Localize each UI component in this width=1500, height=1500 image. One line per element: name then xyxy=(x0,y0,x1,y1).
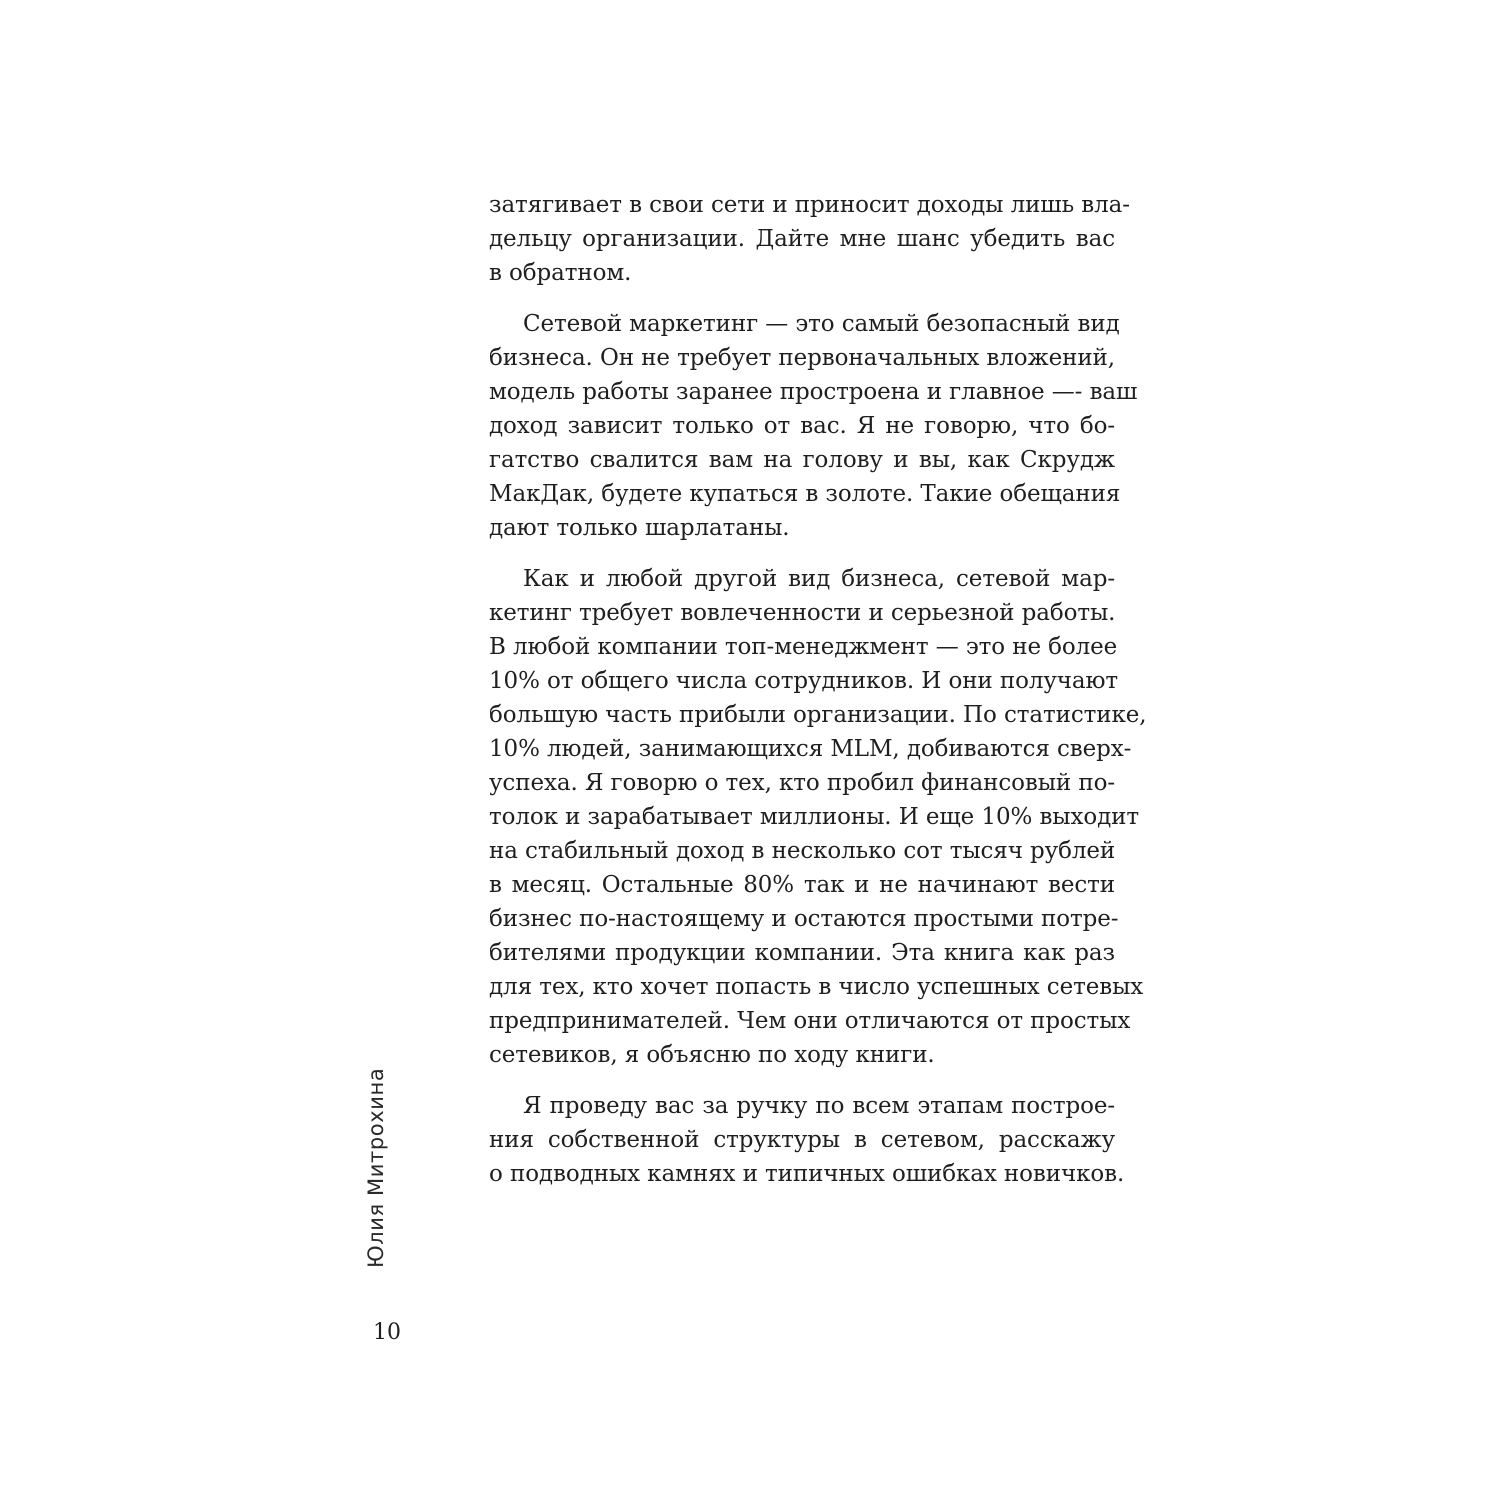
text-line: ния собственной структуры в сетевом, расскажу xyxy=(489,1127,1115,1153)
text-line: в месяц. Остальные 80% так и не начинают вести xyxy=(489,872,1115,898)
text-line: толок и зарабатывает миллионы. И еще 10% выходит xyxy=(489,804,1140,830)
text-line: В любой компании топ-менеджмент — это не более xyxy=(489,634,1118,660)
text-line: затягивает в свои сети и приносит доходы лишь вла- xyxy=(489,192,1130,218)
paragraph-2 xyxy=(489,307,1138,545)
text-line: успеха. Я говорю о тех, кто пробил финансовый по- xyxy=(489,770,1116,796)
text-line: на стабильный доход в несколько сот тысяч рублей xyxy=(489,838,1116,864)
text-line: сетевиков, я объясню по ходу книги. xyxy=(489,1042,935,1068)
text-line: дают только шарлатаны. xyxy=(489,515,790,541)
text-line: бизнеса. Он не требует первоначальных вложений, xyxy=(489,345,1115,371)
text-line: о подводных камнях и типичных ошибках новичков. xyxy=(489,1161,1125,1187)
text-line: 10% от общего числа сотрудников. И они получают xyxy=(489,668,1119,694)
text-line: МакДак, будете купаться в золоте. Такие обещания xyxy=(489,481,1121,507)
text-line: 10% людей, занимающихся MLM, добиваются сверх- xyxy=(489,736,1132,762)
text-line: большую часть прибыли организации. По статистике, xyxy=(489,702,1147,728)
text-line: модель работы заранее простроена и главное —- ваш xyxy=(489,379,1138,405)
text-line: для тех, кто хочет попасть в число успешных сетевых xyxy=(489,974,1144,1000)
paragraph-1 xyxy=(489,188,1130,290)
page-number: 10 xyxy=(373,1320,401,1345)
text-line: Сетевой маркетинг — это самый безопасный вид xyxy=(523,311,1120,337)
paragraph-4 xyxy=(489,1089,1125,1191)
paragraph-3 xyxy=(489,562,1147,1072)
text-line: гатство свалится вам на голову и вы, как Скрудж xyxy=(489,447,1115,473)
text-line: Как и любой другой вид бизнеса, сетевой мар- xyxy=(523,566,1115,592)
body-text xyxy=(489,188,1147,1191)
text-line: доход зависит только от вас. Я не говорю, что бо- xyxy=(489,413,1115,439)
text-line: Я проведу вас за ручку по всем этапам построе- xyxy=(523,1093,1115,1119)
text-line: бизнес по-настоящему и остаются простыми потре- xyxy=(489,906,1119,932)
text-line: предпринимателей. Чем они отличаются от простых xyxy=(489,1008,1131,1034)
text-line: бителями продукции компании. Эта книга как раз xyxy=(489,940,1115,966)
text-line: кетинг требует вовлеченности и серьезной работы. xyxy=(489,600,1116,626)
text-line: в обратном. xyxy=(489,260,632,286)
text-line: дельцу организации. Дайте мне шанс убедить вас xyxy=(489,226,1115,252)
running-head-author: Юлия Митрохина xyxy=(364,1067,388,1268)
